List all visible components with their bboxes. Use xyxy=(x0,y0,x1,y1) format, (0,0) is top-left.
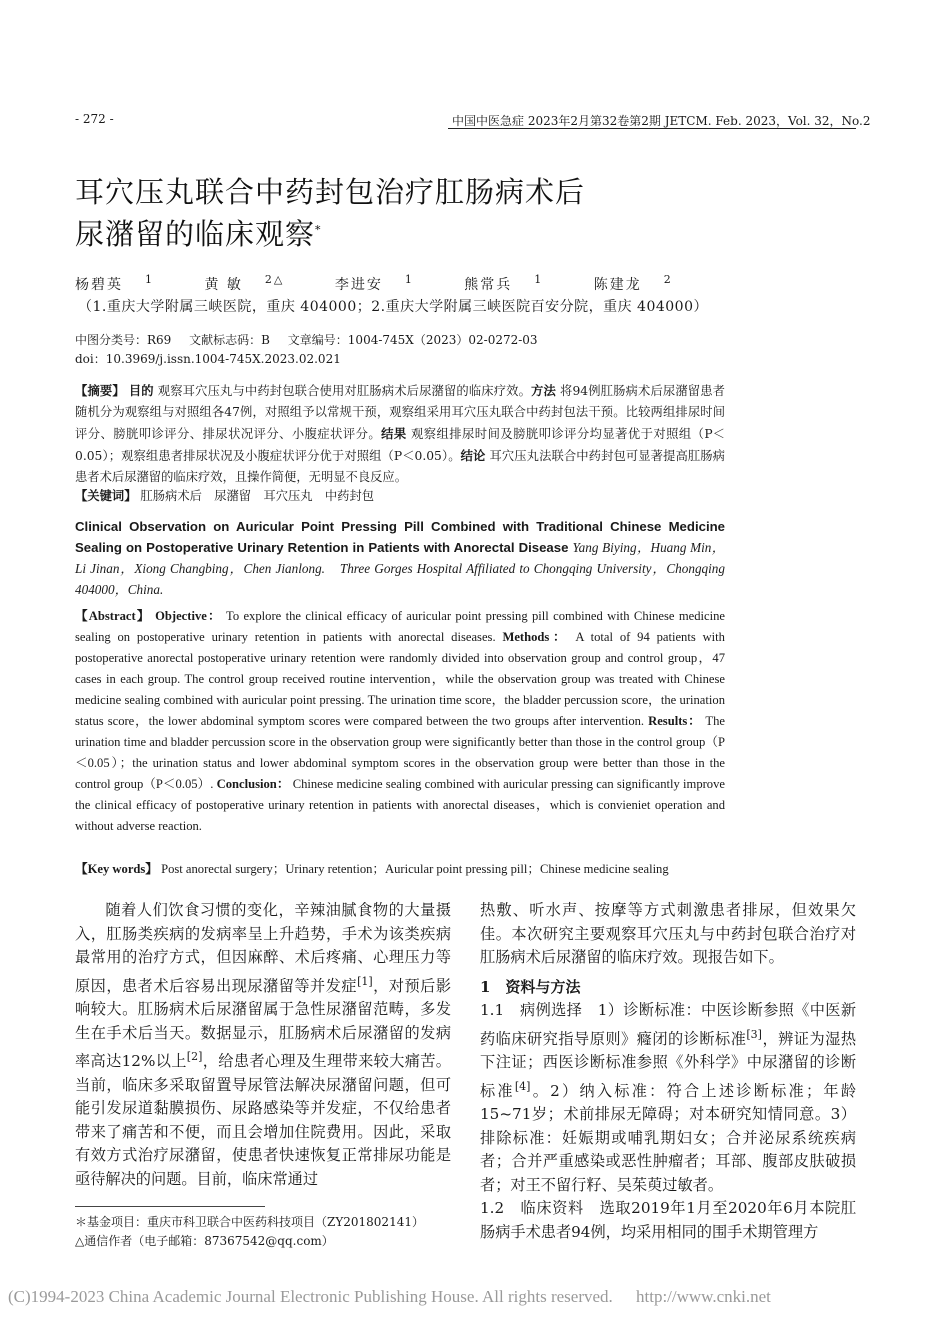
body-paragraph: 随着人们饮食习惯的变化，辛辣油腻食物的大量摄入，肛肠类疾病的发病率呈上升趋势，手术为该类疾病最常用的治疗方式，但因麻醉、术后疼痛、心理压力等原因，患者术后容易出现尿潴留等并发症[1]，对预后影响较大。肛肠病术后尿潴留属于急性尿潴留范畴，多发生在手术后当天。数据显示，肛肠病术后尿潴留的发病率高达12%以上[2]，给患者心理及生理带来较大痛苦。当前，临床多采取留置导尿管法解决尿潴留问题，但可能引发尿道黏膜损伤、尿路感染等并发症，不仅给患者带来了痛苦和不便，而且会增加住院费用。因此，采取有效方式治疗尿潴留，使患者快速恢复正常排尿功能是亟待解决的问题。目前，临床常通过 xyxy=(75,901,452,1188)
author-list xyxy=(75,273,717,294)
citation: [3] xyxy=(746,1027,762,1041)
footnote-rule xyxy=(75,1206,265,1207)
copyright-url: http://www.cnki.net xyxy=(636,1287,771,1306)
citation: [1] xyxy=(357,974,373,988)
meta-line xyxy=(75,331,552,348)
title-fund-mark: * xyxy=(315,223,322,237)
copyright-text: (C)1994-2023 China Academic Journal Electronic Publishing House. All rights reserved. xyxy=(8,1287,613,1306)
title-line-2: 尿潴留的临床观察* xyxy=(75,217,322,251)
citation: [4] xyxy=(514,1079,531,1093)
english-authors-affiliation: Yang Biying，Huang Min，Li Jinan，Xiong Changbing，Chen Jianlong. Three Gorges Hospital Affiliated to Chongqing University，Chongqing 404000，China. xyxy=(75,540,725,597)
document-code: 文献标志码：B xyxy=(189,333,270,347)
english-title: Clinical Observation on Auricular Point Pressing Pill Combined with Traditional Chinese Medicine Sealing on Postoperative Urinary Retention in Patients with Anorectal Disease Yang Biying，Huang Min，Li Jinan，Xiong Changbing，Chen Jianlong. Three Gorges Hospital Affiliated to Chongqing University，Chongqing 404000，China. xyxy=(75,519,725,597)
author: 李进安 $^1$ xyxy=(334,273,414,293)
body-paragraph: 热敷、听水声、按摩等方式刺激患者排尿，但效果欠佳。本次研究主要观察耳穴压丸与中药封包联合治疗对肛肠病术后尿潴留的临床疗效。现报告如下。 xyxy=(480,901,856,966)
abstract-cn: 【摘要】 目的 观察耳穴压丸与中药封包联合使用对肛肠病术后尿潴留的临床疗效。方法 将94例肛肠病术后尿潴留患者随机分为观察组与对照组各47例，对照组予以常规干预，观察组采用耳穴压丸联合中药封包法干预。比较两组排尿时间评分、膀胱叩诊评分、排尿状况评分、小腹症状评分。结果 观察组排尿时间及膀胱叩诊评分均显著优于对照组（P＜0.05）；观察组患者排尿状况及小腹症状评分优于对照组（P＜0.05）。结论 耳穴压丸法联合中药封包可显著提高肛肠病患者术后尿潴留的临床疗效，且操作简便，无明显不良反应。 xyxy=(75,383,725,484)
body-right-column xyxy=(480,899,856,1244)
clc-number: 中图分类号：R69 xyxy=(75,333,172,347)
keywords-cn: 【关键词】 肛肠病术后 尿潴留 耳穴压丸 中药封包 xyxy=(75,488,375,503)
abstract-en: 【Abstract】 Objective： To explore the clinical efficacy of auricular point pressing pill combined with Chinese medicine sealing on postoperative urinary retention in patients with anorectal diseases. Methods： A total of 94 patients with postoperative anorectal postoperative urinary retention were randomly divided into observation group and control group，47 cases in each group. The control group received routine intervention，while the observation group was treated with Chinese medicine sealing combined with auricular point pressing. The urination time score，the bladder percussion score，the urination status score，the lower abdominal symptom scores were compared between the two groups after intervention. Results： The urination time and bladder percussion score in the observation group were significantly better than those in the control group（P＜0.05）；the urination status and lower abdominal symptom scores in the observation group were better than those in the control group（P＜0.05）. Conclusion： Chinese medicine sealing combined with auricular pressing can significantly improve the clinical efficacy of postoperative urinary retention in patients with anorectal diseases，which is convieniet operation and without adverse reaction. xyxy=(75,609,726,833)
title-line-1: 耳穴压丸联合中药封包治疗肛肠病术后 xyxy=(75,175,586,209)
author: 杨碧英 $^1$ xyxy=(75,273,154,293)
affiliation: （1.重庆大学附属三峡医院，重庆 404000；2.重庆大学附属三峡医院百安分院，重庆 404000） xyxy=(78,299,708,315)
author: 黄 敏 $^{2\triangle}$ xyxy=(204,273,285,293)
citation: [2] xyxy=(186,1050,203,1064)
fund-footnote: ＊基金项目：重庆市科卫联合中医药科技项目（ZY201802141） xyxy=(75,1215,424,1229)
subsection-1-2: 1.2 临床资料 选取2019年1月至2020年6月本院肛肠病手术患者94例，均采用相同的围手术期管理方 xyxy=(480,1199,857,1241)
body-left-column xyxy=(75,899,451,1191)
section-heading: 1 资料与方法 xyxy=(480,977,581,996)
author: 熊常兵 $^1$ xyxy=(464,273,544,293)
article-number: 文章编号：1004-745X（2023）02-0272-03 xyxy=(287,333,538,347)
journal-header: 中国中医急症 2023年2月第32卷第2期 JETCM. Feb. 2023，Vol. 32，No.2 xyxy=(452,114,871,128)
page-number: - 272 - xyxy=(75,112,114,126)
subsection-1-1: 1.1 病例选择 1）诊断标准：中医诊断参照《中医新药临床研究指导原则》癃闭的诊断标准[3]，辨证为湿热下注证；西医诊断标准参照《外科学》中尿潴留的诊断标准[4]。2）纳入标准：符合上述诊断标准；年龄15~71岁；术前排尿无障碍；对本研究知情同意。3）排除标准：妊娠期或哺乳期妇女；合并泌尿系统疾病者；合并严重感染或恶性肿瘤者；耳部、腹部皮肤破损者；对王不留行籽、吴茱萸过敏者。 xyxy=(480,1001,857,1194)
header-rule xyxy=(448,128,856,129)
author: 陈建龙 $^2$ xyxy=(593,273,673,293)
keywords-en: 【Key words】 Post anorectal surgery；Urinary retention；Auricular point pressing pill；Chinese medicine sealing xyxy=(75,862,669,876)
doi: doi：10.3969/j.issn.1004-745X.2023.02.021 xyxy=(75,352,341,366)
corresponding-footnote: △通信作者（电子邮箱：87367542@qq.com） xyxy=(75,1234,334,1248)
